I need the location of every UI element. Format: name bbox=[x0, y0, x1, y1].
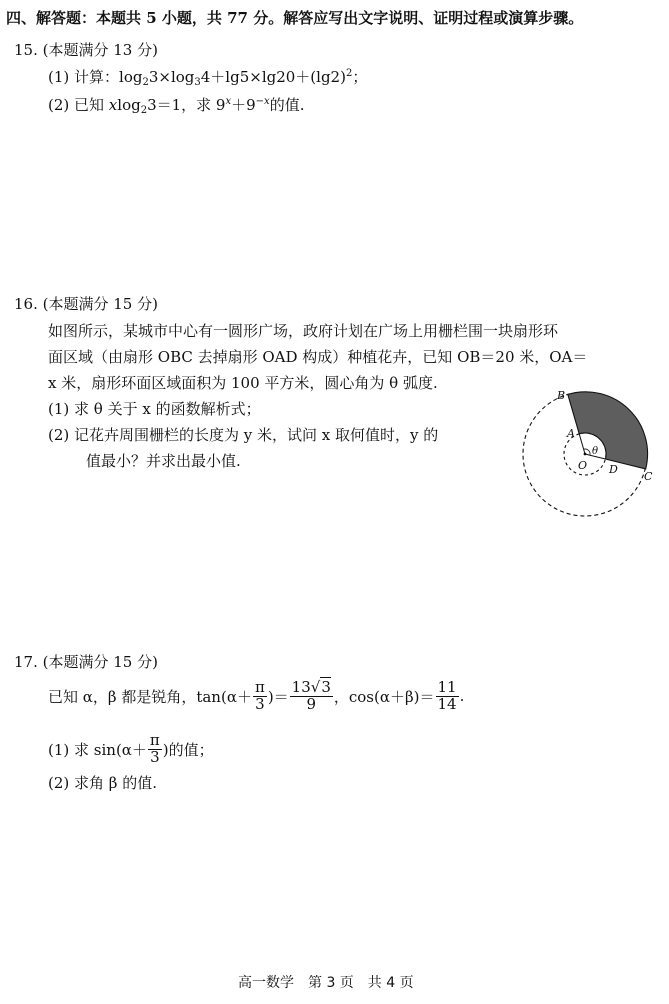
q15-part2-exp2: −x bbox=[255, 96, 270, 107]
q16-text-line1: 如图所示，某城市中心有一圆形广场，政府计划在广场上用栅栏围一块扇形环 bbox=[48, 322, 559, 340]
q17-cos-part: ，cos(α＋β)＝ bbox=[333, 687, 435, 706]
q17-part2: (2) 求角 β 的值. bbox=[48, 774, 157, 792]
q17-part1 bbox=[48, 733, 214, 766]
center-point bbox=[584, 453, 587, 456]
q16-part2-line2: 值最小？并求出最小值. bbox=[86, 452, 241, 470]
cos-value-numerator: 11 bbox=[437, 678, 457, 696]
q16-text-line3: x 米，扇形环面区域面积为 100 平方米，圆心角为 θ 弧度. bbox=[48, 374, 438, 392]
q15-log1: log bbox=[119, 68, 143, 86]
q16-number: 16. bbox=[14, 295, 38, 313]
q16-text-line2: 面区域（由扇形 OBC 去掉扇形 OAD 构成）种植花卉，已知 OB＝20 米，OA＝ bbox=[48, 348, 588, 366]
q15-part1-prefix: (1) 计算： bbox=[48, 68, 120, 86]
page-footer: 高一数学 第 3 页 共 4 页 bbox=[238, 975, 414, 991]
q15-part2 bbox=[48, 94, 304, 116]
q15-part2-exp1: x bbox=[225, 96, 232, 107]
q15-exp: 2 bbox=[345, 68, 353, 79]
annular-sector bbox=[568, 392, 648, 469]
label-O: O bbox=[578, 459, 588, 472]
label-A: A bbox=[567, 427, 575, 440]
q15-var-x: x bbox=[108, 96, 118, 114]
label-B: B bbox=[557, 389, 566, 402]
q15-number: 15. bbox=[14, 41, 38, 59]
q15-header bbox=[14, 39, 158, 60]
q16-header bbox=[14, 293, 158, 314]
denominator-3: 3 bbox=[255, 694, 265, 713]
q17-given bbox=[48, 680, 464, 713]
cos-value-denominator: 14 bbox=[437, 694, 457, 713]
q16-part2-line1: (2) 记花卉周围栅栏的长度为 y 米，试问 x 取何值时，y 的 bbox=[48, 426, 439, 444]
q15-part2-mid: 3＝1，求 9 bbox=[147, 96, 226, 114]
q17-score: (本题满分 15 分) bbox=[42, 653, 158, 671]
q17-eq1: )＝ bbox=[267, 687, 289, 706]
q15-part2-end: 的值. bbox=[269, 96, 305, 114]
pi-symbol: π bbox=[254, 678, 265, 696]
tan-value-denominator: 9 bbox=[306, 694, 317, 713]
pi-over-3-part1 bbox=[148, 733, 162, 766]
q17-header bbox=[14, 651, 158, 672]
q15-score: (本题满分 13 分) bbox=[42, 41, 158, 59]
pi-symbol-part1: π bbox=[149, 731, 160, 749]
q15-base1: 2 bbox=[142, 77, 149, 88]
q15-rest: 4＋lg5×lg20＋(lg2) bbox=[200, 68, 346, 86]
q17-part1-suffix: )的值； bbox=[162, 740, 214, 759]
sqrt-sign: √ bbox=[310, 678, 321, 696]
q16-score: (本题满分 15 分) bbox=[42, 295, 158, 313]
label-D: D bbox=[609, 463, 618, 476]
q17-number: 17. bbox=[14, 653, 38, 671]
q15-part1 bbox=[48, 66, 367, 88]
q16-sector-figure bbox=[520, 382, 660, 522]
label-theta: θ bbox=[592, 446, 599, 457]
q15-part2-log: log bbox=[117, 96, 141, 114]
denominator-3-part1: 3 bbox=[150, 747, 160, 766]
pi-over-3 bbox=[253, 680, 267, 713]
q17-given-prefix: 已知 α，β 都是锐角，tan(α＋ bbox=[48, 687, 252, 706]
q17-part1-prefix: (1) 求 sin(α＋ bbox=[48, 740, 147, 759]
sqrt-radicand: 3 bbox=[321, 678, 331, 696]
q15-part2-base: 2 bbox=[140, 105, 148, 116]
label-C: C bbox=[644, 470, 653, 483]
q15-end: ； bbox=[352, 68, 368, 86]
section-heading: 四、解答题：本题共 5 小题，共 77 分。解答应写出文字说明、证明过程或演算步骤。 bbox=[6, 9, 584, 27]
cos-value-fraction bbox=[436, 680, 459, 713]
q15-part2-plus: ＋9 bbox=[231, 96, 256, 114]
radius-OA bbox=[579, 434, 585, 454]
q15-arg1: 3×log bbox=[148, 68, 195, 86]
q15-base2: 3 bbox=[194, 77, 201, 88]
q17-end-dot: . bbox=[459, 687, 465, 706]
q15-part2-prefix: (2) 已知 bbox=[48, 96, 109, 114]
q16-part1: (1) 求 θ 关于 x 的函数解析式； bbox=[48, 400, 261, 418]
tan-value-fraction bbox=[290, 680, 333, 713]
coefficient-13: 13 bbox=[291, 678, 311, 696]
